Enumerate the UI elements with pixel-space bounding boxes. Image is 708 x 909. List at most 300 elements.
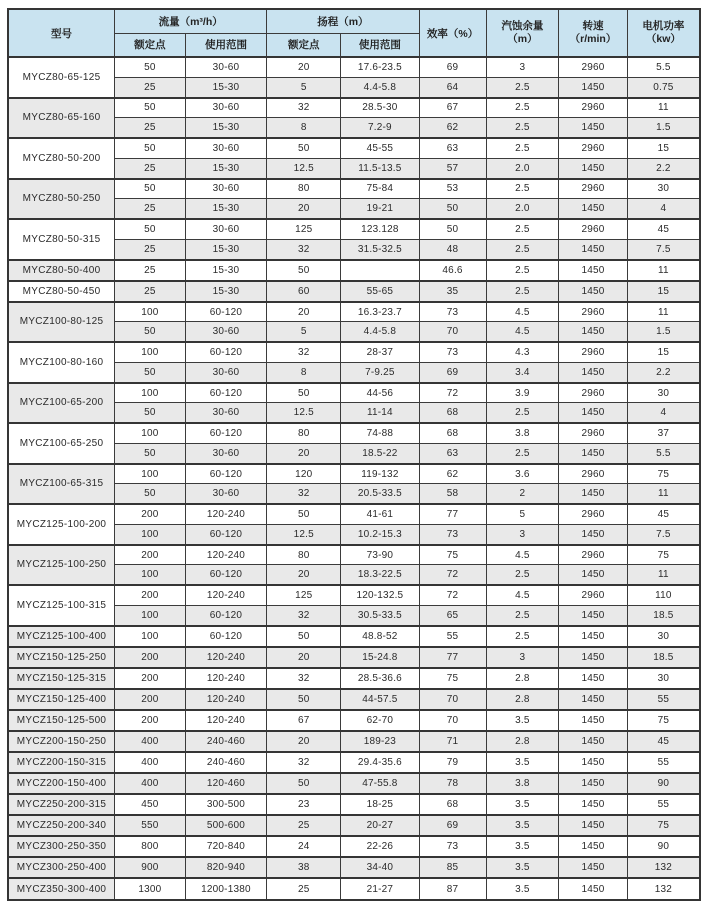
cell-head-rated: 50 [267,626,341,647]
cell-speed: 1450 [559,626,628,647]
header-flow-group: 流量（m³/h） [115,9,267,33]
cell-speed: 1450 [559,752,628,773]
table-row [8,281,700,302]
cell-head-rated: 20 [267,302,341,322]
cell-head-range: 16.3-23.7 [341,302,419,322]
cell-flow-rated: 50 [115,57,186,77]
cell-flow-range: 1200-1380 [185,878,267,900]
cell-head-rated: 38 [267,857,341,878]
cell-head-range: 15-24.8 [341,647,419,668]
pump-spec-table [7,8,701,901]
table-row [8,815,700,836]
cell-speed: 2960 [559,423,628,443]
cell-flow-range: 15-30 [185,118,267,138]
cell-power: 30 [627,383,700,403]
cell-head-range: 28.5-36.6 [341,668,419,689]
cell-npsh: 3.9 [486,383,559,403]
cell-efficiency: 87 [419,878,486,900]
cell-flow-range: 120-240 [185,647,267,668]
cell-flow-rated: 25 [115,260,186,281]
model-cell: MYCZ150-125-315 [8,668,115,689]
model-cell: MYCZ125-100-315 [8,585,115,626]
header-speed-line1: 转速 [582,19,604,32]
cell-flow-rated: 50 [115,138,186,158]
cell-head-rated: 12.5 [267,403,341,423]
cell-head-rated: 20 [267,731,341,752]
cell-head-rated: 32 [267,342,341,362]
cell-head-range: 19-21 [341,199,419,219]
cell-efficiency: 58 [419,484,486,504]
cell-efficiency: 70 [419,322,486,342]
cell-head-rated: 50 [267,689,341,710]
cell-head-rated: 50 [267,138,341,158]
header-flow-range: 使用范围 [185,33,267,57]
table-row [8,179,700,199]
header-speed-line2: （r/min） [569,33,617,45]
cell-head-rated: 8 [267,118,341,138]
cell-power: 132 [627,878,700,900]
cell-head-rated: 20 [267,443,341,463]
cell-efficiency: 68 [419,794,486,815]
cell-head-rated: 32 [267,239,341,259]
cell-flow-rated: 200 [115,545,186,565]
cell-efficiency: 75 [419,545,486,565]
cell-efficiency: 53 [419,179,486,199]
cell-efficiency: 62 [419,464,486,484]
model-cell: MYCZ200-150-400 [8,773,115,794]
cell-head-rated: 125 [267,585,341,605]
cell-flow-range: 30-60 [185,443,267,463]
cell-power: 75 [627,710,700,731]
table-row [8,794,700,815]
cell-speed: 2960 [559,504,628,524]
cell-npsh: 2.8 [486,668,559,689]
cell-speed: 1450 [559,362,628,382]
cell-flow-rated: 50 [115,219,186,239]
cell-efficiency: 85 [419,857,486,878]
cell-head-range: 11-14 [341,403,419,423]
cell-flow-rated: 200 [115,585,186,605]
cell-npsh: 2.5 [486,77,559,97]
cell-npsh: 2.5 [486,239,559,259]
cell-power: 55 [627,752,700,773]
cell-npsh: 2.5 [486,138,559,158]
cell-power: 15 [627,138,700,158]
cell-flow-rated: 50 [115,322,186,342]
cell-flow-range: 120-240 [185,545,267,565]
cell-npsh: 5 [486,504,559,524]
model-cell: MYCZ150-125-250 [8,647,115,668]
cell-power: 45 [627,504,700,524]
cell-power: 4 [627,403,700,423]
cell-power: 15 [627,342,700,362]
cell-speed: 2960 [559,302,628,322]
cell-head-range: 4.4-5.8 [341,322,419,342]
cell-head-range: 44-56 [341,383,419,403]
cell-flow-range: 30-60 [185,362,267,382]
cell-speed: 1450 [559,322,628,342]
cell-speed: 2960 [559,585,628,605]
cell-head-rated: 32 [267,484,341,504]
cell-npsh: 2.5 [486,179,559,199]
cell-efficiency: 72 [419,565,486,585]
cell-efficiency: 75 [419,668,486,689]
cell-npsh: 3.8 [486,773,559,794]
cell-flow-rated: 200 [115,647,186,668]
table-row [8,878,700,900]
table-row [8,383,700,403]
cell-speed: 1450 [559,647,628,668]
cell-head-range: 55-65 [341,281,419,302]
cell-speed: 1450 [559,158,628,178]
cell-efficiency: 50 [419,199,486,219]
table-row [8,710,700,731]
cell-npsh: 4.5 [486,302,559,322]
cell-power: 45 [627,731,700,752]
cell-efficiency: 72 [419,585,486,605]
cell-flow-range: 60-120 [185,342,267,362]
model-cell: MYCZ125-100-200 [8,504,115,545]
cell-npsh: 2.5 [486,260,559,281]
cell-head-range: 34-40 [341,857,419,878]
cell-speed: 1450 [559,689,628,710]
cell-head-rated: 8 [267,362,341,382]
cell-flow-rated: 200 [115,668,186,689]
cell-flow-range: 15-30 [185,260,267,281]
model-cell: MYCZ300-250-400 [8,857,115,878]
cell-efficiency: 73 [419,342,486,362]
header-power-line1: 电机功率 [642,19,685,32]
cell-flow-range: 500-600 [185,815,267,836]
cell-flow-range: 15-30 [185,77,267,97]
cell-efficiency: 64 [419,77,486,97]
cell-npsh: 4.5 [486,322,559,342]
cell-power: 1.5 [627,322,700,342]
cell-flow-rated: 100 [115,423,186,443]
cell-head-range: 10.2-15.3 [341,524,419,544]
cell-power: 75 [627,815,700,836]
cell-head-rated: 80 [267,423,341,443]
cell-flow-range: 60-120 [185,565,267,585]
cell-flow-rated: 100 [115,383,186,403]
cell-flow-rated: 25 [115,118,186,138]
cell-efficiency: 71 [419,731,486,752]
cell-efficiency: 48 [419,239,486,259]
cell-head-range: 20-27 [341,815,419,836]
cell-flow-rated: 450 [115,794,186,815]
cell-head-range: 123.128 [341,219,419,239]
cell-efficiency: 55 [419,626,486,647]
cell-flow-rated: 100 [115,565,186,585]
cell-head-rated: 25 [267,815,341,836]
cell-efficiency: 70 [419,710,486,731]
cell-speed: 2960 [559,219,628,239]
cell-npsh: 2.5 [486,403,559,423]
cell-efficiency: 73 [419,302,486,322]
cell-speed: 1450 [559,118,628,138]
cell-flow-range: 30-60 [185,57,267,77]
cell-flow-range: 30-60 [185,98,267,118]
cell-head-range: 7.2-9 [341,118,419,138]
model-cell: MYCZ100-65-200 [8,383,115,424]
cell-efficiency: 73 [419,524,486,544]
cell-head-rated: 32 [267,605,341,625]
cell-npsh: 2.8 [486,689,559,710]
cell-head-range: 4.4-5.8 [341,77,419,97]
header-npsh [486,9,559,57]
cell-head-rated: 50 [267,383,341,403]
model-cell: MYCZ100-65-250 [8,423,115,464]
header-power [627,9,700,57]
cell-power: 11 [627,260,700,281]
model-cell: MYCZ200-150-315 [8,752,115,773]
cell-head-rated: 25 [267,878,341,900]
table-row [8,504,700,524]
table-row [8,219,700,239]
cell-head-rated: 32 [267,98,341,118]
model-cell: MYCZ80-50-450 [8,281,115,302]
cell-npsh: 3.5 [486,836,559,857]
model-cell: MYCZ150-125-500 [8,710,115,731]
cell-power: 55 [627,794,700,815]
model-cell: MYCZ80-50-200 [8,138,115,179]
cell-flow-range: 240-460 [185,731,267,752]
cell-flow-range: 60-120 [185,464,267,484]
table-row [8,98,700,118]
cell-speed: 1450 [559,836,628,857]
cell-head-rated: 80 [267,179,341,199]
cell-npsh: 2.5 [486,626,559,647]
header-power-line2: （kw） [645,33,681,45]
cell-flow-rated: 200 [115,504,186,524]
cell-head-rated: 50 [267,260,341,281]
cell-head-rated: 20 [267,199,341,219]
table-row [8,731,700,752]
cell-npsh: 3.5 [486,878,559,900]
cell-flow-range: 60-120 [185,383,267,403]
cell-npsh: 4.5 [486,585,559,605]
cell-flow-rated: 550 [115,815,186,836]
header-flow-rated: 额定点 [115,33,186,57]
table-row [8,464,700,484]
cell-flow-rated: 50 [115,98,186,118]
model-cell: MYCZ150-125-400 [8,689,115,710]
table-body [8,57,700,900]
cell-flow-rated: 800 [115,836,186,857]
cell-flow-rated: 100 [115,464,186,484]
model-cell: MYCZ125-100-250 [8,545,115,586]
cell-flow-range: 30-60 [185,219,267,239]
cell-efficiency: 67 [419,98,486,118]
cell-power: 2.2 [627,158,700,178]
cell-head-range: 189-23 [341,731,419,752]
cell-head-rated: 12.5 [267,158,341,178]
cell-head-rated: 125 [267,219,341,239]
table-row [8,626,700,647]
cell-efficiency: 72 [419,383,486,403]
cell-flow-range: 120-240 [185,689,267,710]
cell-power: 2.2 [627,362,700,382]
cell-npsh: 3.5 [486,710,559,731]
cell-efficiency: 69 [419,815,486,836]
cell-power: 45 [627,219,700,239]
cell-npsh: 3.5 [486,794,559,815]
cell-speed: 1450 [559,731,628,752]
cell-head-rated: 67 [267,710,341,731]
cell-head-range: 21-27 [341,878,419,900]
table-header [8,9,700,57]
cell-speed: 1450 [559,794,628,815]
cell-flow-rated: 400 [115,773,186,794]
cell-npsh: 2.5 [486,281,559,302]
header-row-main [8,9,700,33]
cell-head-rated: 32 [267,668,341,689]
cell-speed: 2960 [559,464,628,484]
cell-npsh: 2 [486,484,559,504]
table-row [8,689,700,710]
cell-flow-rated: 50 [115,484,186,504]
cell-speed: 2960 [559,98,628,118]
cell-power: 90 [627,836,700,857]
model-cell: MYCZ125-100-400 [8,626,115,647]
cell-power: 5.5 [627,57,700,77]
table-row [8,423,700,443]
cell-speed: 1450 [559,281,628,302]
cell-head-range: 18.5-22 [341,443,419,463]
cell-npsh: 3 [486,57,559,77]
cell-npsh: 2.5 [486,118,559,138]
cell-efficiency: 46.6 [419,260,486,281]
cell-speed: 1450 [559,260,628,281]
table-row [8,57,700,77]
cell-head-rated: 50 [267,773,341,794]
cell-flow-range: 120-240 [185,668,267,689]
header-head-rated: 额定点 [267,33,341,57]
cell-speed: 1450 [559,239,628,259]
table-row [8,342,700,362]
cell-power: 132 [627,857,700,878]
table-row [8,302,700,322]
cell-flow-rated: 100 [115,302,186,322]
cell-power: 11 [627,565,700,585]
cell-power: 75 [627,545,700,565]
cell-head-range: 41-61 [341,504,419,524]
cell-flow-range: 120-460 [185,773,267,794]
header-npsh-line1: 汽蚀余量 [501,19,544,32]
cell-flow-range: 120-240 [185,504,267,524]
cell-head-rated: 60 [267,281,341,302]
table-row [8,585,700,605]
table-row [8,773,700,794]
model-cell: MYCZ80-50-315 [8,219,115,260]
model-cell: MYCZ80-50-250 [8,179,115,220]
cell-head-rated: 12.5 [267,524,341,544]
table-row [8,668,700,689]
cell-npsh: 3.8 [486,423,559,443]
cell-efficiency: 68 [419,423,486,443]
cell-head-rated: 24 [267,836,341,857]
cell-npsh: 2.8 [486,731,559,752]
cell-flow-range: 820-940 [185,857,267,878]
cell-flow-rated: 400 [115,752,186,773]
cell-power: 30 [627,626,700,647]
cell-speed: 1450 [559,605,628,625]
cell-flow-range: 30-60 [185,179,267,199]
cell-npsh: 2.5 [486,565,559,585]
cell-power: 18.5 [627,647,700,668]
cell-flow-rated: 25 [115,239,186,259]
cell-speed: 1450 [559,710,628,731]
cell-head-range: 18-25 [341,794,419,815]
cell-head-range: 31.5-32.5 [341,239,419,259]
cell-head-range: 17.6-23.5 [341,57,419,77]
model-cell: MYCZ80-65-160 [8,98,115,139]
cell-power: 90 [627,773,700,794]
cell-flow-rated: 50 [115,443,186,463]
cell-flow-rated: 25 [115,199,186,219]
cell-head-range: 48.8-52 [341,626,419,647]
cell-flow-range: 15-30 [185,158,267,178]
cell-speed: 1450 [559,773,628,794]
cell-power: 7.5 [627,239,700,259]
cell-flow-rated: 50 [115,179,186,199]
model-cell: MYCZ300-250-350 [8,836,115,857]
cell-flow-rated: 100 [115,626,186,647]
cell-flow-range: 60-120 [185,302,267,322]
cell-flow-rated: 1300 [115,878,186,900]
cell-head-range: 28.5-30 [341,98,419,118]
cell-head-range: 74-88 [341,423,419,443]
cell-power: 15 [627,281,700,302]
cell-flow-rated: 200 [115,689,186,710]
cell-head-range: 28-37 [341,342,419,362]
table-row [8,752,700,773]
cell-head-range: 44-57.5 [341,689,419,710]
cell-npsh: 3.4 [486,362,559,382]
cell-head-range: 29.4-35.6 [341,752,419,773]
cell-power: 30 [627,179,700,199]
cell-flow-rated: 400 [115,731,186,752]
cell-flow-rated: 900 [115,857,186,878]
cell-efficiency: 35 [419,281,486,302]
cell-speed: 1450 [559,878,628,900]
header-model: 型号 [8,9,115,57]
cell-flow-range: 120-240 [185,710,267,731]
cell-speed: 1450 [559,484,628,504]
cell-head-rated: 50 [267,504,341,524]
model-cell: MYCZ250-200-315 [8,794,115,815]
cell-power: 7.5 [627,524,700,544]
model-cell: MYCZ80-65-125 [8,57,115,98]
table-row [8,836,700,857]
cell-speed: 1450 [559,403,628,423]
cell-npsh: 3.5 [486,752,559,773]
cell-npsh: 3.5 [486,815,559,836]
cell-speed: 1450 [559,443,628,463]
cell-flow-range: 720-840 [185,836,267,857]
cell-flow-range: 240-460 [185,752,267,773]
cell-speed: 1450 [559,77,628,97]
cell-flow-range: 30-60 [185,484,267,504]
table-row [8,647,700,668]
cell-npsh: 2.5 [486,98,559,118]
cell-flow-rated: 100 [115,605,186,625]
cell-efficiency: 77 [419,647,486,668]
cell-head-rated: 80 [267,545,341,565]
cell-flow-rated: 50 [115,362,186,382]
cell-speed: 1450 [559,565,628,585]
cell-head-range: 120-132.5 [341,585,419,605]
